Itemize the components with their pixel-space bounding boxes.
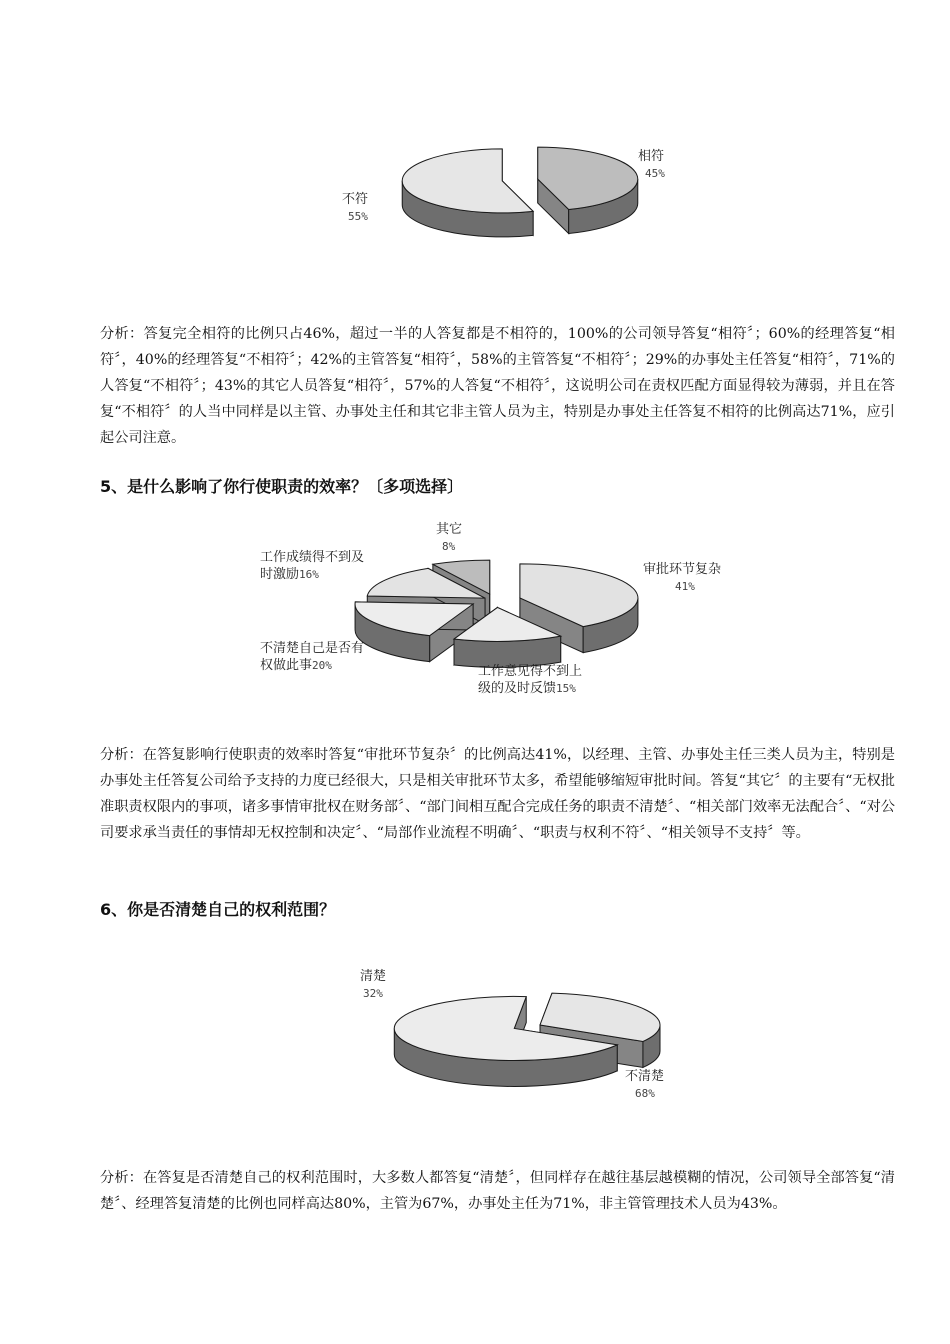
slice-percent-2-2: 15% xyxy=(556,682,576,695)
slice-label-2-4: 工作成绩得不到及 xyxy=(260,550,365,565)
pie-chart-responsibility-match xyxy=(330,135,690,245)
question-5-heading: 5、是什么影响了你行使职责的效率？〔多项选择〕 xyxy=(100,477,464,496)
slice-percent-1-1: 45% xyxy=(645,167,665,180)
analysis-paragraph-q4: 分析：答复完全相符的比例只占46%，超过一半的人答复都是不相符的，100%的公司领导答复“相符〞；60%的经理答复“相符〞，40%的经理答复“不相符〞；42%的主管答复“相符〞，58%的主管答复“不相符〞；29%的办事处主任答复“相符〞，71%的人答复“不相符〞；43%的其它人员答复“相符〞，57%的人答复“不相符〞，这说明公司在责权匹配方面显得较为薄弱，并且在答复“不相符〞的人当中同样是以主管、办事处主任和其它非主管人员为主，特别是办事处主任答复不相符的比例高达71%，应引起公司注意。 xyxy=(100,326,895,446)
question-6-heading: 6、你是否清楚自己的权利范围？ xyxy=(100,900,336,919)
slice-percent-2-5: 8% xyxy=(442,540,456,553)
slice-label-2-5: 其它 xyxy=(436,522,463,537)
analysis-paragraph-q6: 分析：在答复是否清楚自己的权利范围时，大多数人都答复“清楚〞，但同样存在越往基层越模糊的情况，公司领导全部答复“清楚〞、经理答复清楚的比例也同样高达80%，主管为67%，办事处主任为71%，非主管管理技术人员为43%。 xyxy=(100,1170,895,1212)
pie-slices xyxy=(355,560,638,667)
pie-chart-authority-clarity xyxy=(350,965,710,1105)
slice-percent-2-1: 41% xyxy=(675,580,695,593)
slice-label-2-4: 时激励16% xyxy=(260,567,319,582)
slice-percent-3-2: 68% xyxy=(635,1087,655,1100)
slice-label-2-2: 工作意见得不到上 xyxy=(478,664,583,679)
slice-label-2-1: 审批环节复杂 xyxy=(643,562,722,577)
pie-slice-1-1 xyxy=(538,147,638,233)
pie-chart-efficiency-factors xyxy=(250,515,770,710)
pie-slices xyxy=(402,147,638,237)
slice-label-3-2: 不清楚 xyxy=(625,1069,665,1084)
slice-label-2-2: 级的及时反馈15% xyxy=(478,681,576,696)
slice-percent-1-2: 55% xyxy=(348,210,368,223)
pie-slices xyxy=(394,993,660,1086)
slice-percent-2-4: 16% xyxy=(299,568,319,581)
slice-percent-2-3: 20% xyxy=(312,659,332,672)
slice-label-1-1: 相符 xyxy=(638,149,665,164)
slice-label-2-3: 权做此事20% xyxy=(260,658,332,673)
slice-label-3-1: 清楚 xyxy=(360,969,387,984)
pie-labels xyxy=(260,521,721,696)
pie-slice-1-2 xyxy=(402,149,533,237)
analysis-paragraph-q5: 分析：在答复影响行使职责的效率时答复“审批环节复杂〞的比例高达41%，以经理、主管、办事处主任三类人员为主，特别是办事处主任答复公司给予支持的力度已经很大，只是相关审批环节太多，希望能够缩短审批时间。答复“其它〞的主要有“无权批准职责权限内的事项，诸多事情审批权在财务部〞、“部门间相互配合完成任务的职责不清楚〞、“相关部门效率无法配合〞、“对公司要求承当责任的事情却无权控制和决定〞、“局部作业流程不明确〞、“职责与权利不符〞、“相关领导不支持〞等。 xyxy=(100,747,895,841)
slice-label-2-3: 不清楚自己是否有 xyxy=(260,641,365,656)
slice-percent-3-1: 32% xyxy=(363,987,383,1000)
slice-label-1-2: 不符 xyxy=(342,192,369,207)
